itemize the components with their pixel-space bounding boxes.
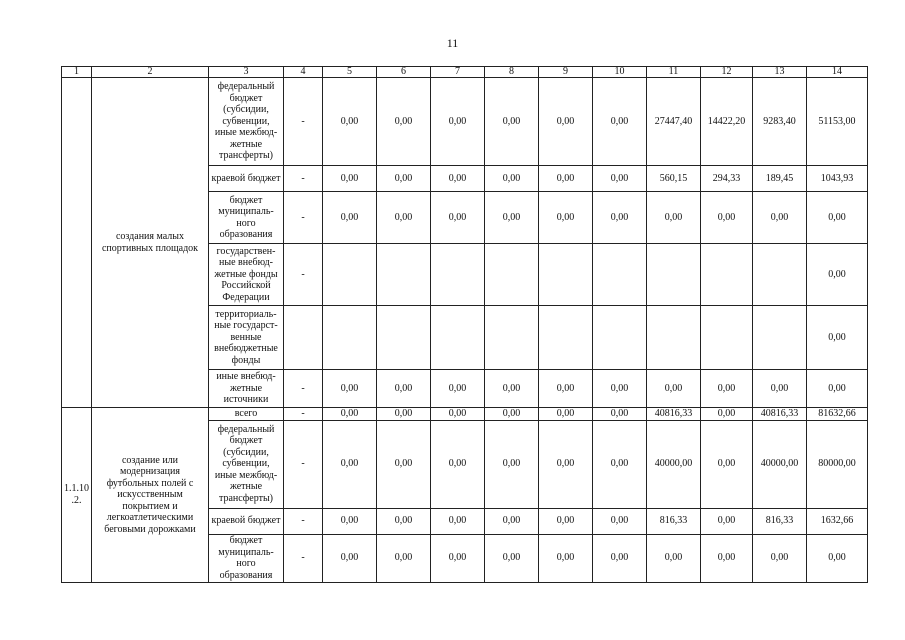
value-cell: 51153,00 [807, 78, 868, 166]
value-cell: 0,00 [323, 192, 377, 244]
value-cell: 0,00 [377, 78, 431, 166]
value-cell: 0,00 [701, 420, 753, 508]
value-cell [485, 306, 539, 370]
value-cell: 0,00 [701, 408, 753, 421]
value-cell: 0,00 [539, 534, 593, 582]
value-cell: 0,00 [539, 508, 593, 534]
dash-cell: - [284, 420, 323, 508]
value-cell: 0,00 [485, 508, 539, 534]
value-cell: 0,00 [485, 78, 539, 166]
funding-source: бюджет муниципаль- ного образования [209, 192, 284, 244]
value-cell: 0,00 [701, 192, 753, 244]
column-header: 14 [807, 67, 868, 78]
value-cell: 0,00 [323, 166, 377, 192]
value-cell: 0,00 [377, 370, 431, 408]
value-cell: 80000,00 [807, 420, 868, 508]
budget-table [61, 66, 868, 583]
value-cell: 0,00 [377, 166, 431, 192]
column-header: 3 [209, 67, 284, 78]
page-number: 11 [446, 36, 459, 50]
funding-source: всего [209, 408, 284, 421]
value-cell: 189,45 [753, 166, 807, 192]
value-cell [431, 306, 485, 370]
value-cell: 0,00 [701, 370, 753, 408]
value-cell: 40000,00 [753, 420, 807, 508]
value-cell: 0,00 [753, 370, 807, 408]
dash-cell: - [284, 370, 323, 408]
value-cell: 0,00 [539, 408, 593, 421]
value-cell [647, 244, 701, 306]
dash-cell: - [284, 244, 323, 306]
funding-source: территориаль- ные государст- венные внебюджетные фонды [209, 306, 284, 370]
value-cell: 14422,20 [701, 78, 753, 166]
item-number: 1.1.10 .2. [62, 408, 92, 583]
value-cell: 0,00 [539, 420, 593, 508]
value-cell: 0,00 [485, 166, 539, 192]
dash-cell: - [284, 166, 323, 192]
column-header: 10 [593, 67, 647, 78]
value-cell: 81632,66 [807, 408, 868, 421]
value-cell: 0,00 [593, 534, 647, 582]
value-cell: 0,00 [647, 192, 701, 244]
value-cell: 0,00 [807, 244, 868, 306]
dash-cell: - [284, 408, 323, 421]
value-cell: 0,00 [323, 370, 377, 408]
header-row [62, 67, 868, 78]
value-cell: 1632,66 [807, 508, 868, 534]
value-cell: 0,00 [539, 370, 593, 408]
value-cell: 0,00 [701, 508, 753, 534]
funding-source: федеральный бюджет (субсидии, субвенции, иные межбюд- жетные трансферты) [209, 420, 284, 508]
value-cell [377, 306, 431, 370]
value-cell: 40816,33 [753, 408, 807, 421]
value-cell: 0,00 [807, 370, 868, 408]
funding-source: федеральный бюджет (субсидии, субвенции, иные межбюд- жетные трансферты) [209, 78, 284, 166]
dash-cell: - [284, 192, 323, 244]
value-cell: 0,00 [593, 78, 647, 166]
value-cell: 0,00 [593, 420, 647, 508]
value-cell: 0,00 [431, 420, 485, 508]
value-cell [701, 244, 753, 306]
value-cell: 0,00 [485, 420, 539, 508]
funding-source: бюджет муниципаль- ного образования [209, 534, 284, 582]
dash-cell: - [284, 534, 323, 582]
value-cell: 294,33 [701, 166, 753, 192]
value-cell: 9283,40 [753, 78, 807, 166]
value-cell: 0,00 [593, 192, 647, 244]
value-cell [593, 306, 647, 370]
value-cell: 0,00 [431, 166, 485, 192]
table-row [62, 78, 868, 166]
item-name: создания малых спортивных площадок [92, 78, 209, 408]
value-cell: 0,00 [431, 78, 485, 166]
dash-cell: - [284, 78, 323, 166]
value-cell: 0,00 [485, 192, 539, 244]
value-cell: 0,00 [593, 166, 647, 192]
value-cell: 0,00 [431, 408, 485, 421]
value-cell [753, 244, 807, 306]
value-cell: 0,00 [539, 78, 593, 166]
column-header: 6 [377, 67, 431, 78]
value-cell: 0,00 [485, 408, 539, 421]
value-cell: 0,00 [539, 192, 593, 244]
value-cell: 0,00 [323, 508, 377, 534]
funding-source: государствен- ные внебюд- жетные фонды Российской Федерации [209, 244, 284, 306]
column-header: 5 [323, 67, 377, 78]
value-cell: 0,00 [593, 508, 647, 534]
value-cell: 0,00 [753, 534, 807, 582]
value-cell: 0,00 [807, 306, 868, 370]
item-number [62, 78, 92, 408]
value-cell [593, 244, 647, 306]
value-cell: 0,00 [539, 166, 593, 192]
value-cell: 0,00 [377, 534, 431, 582]
column-header: 1 [62, 67, 92, 78]
value-cell: 0,00 [431, 192, 485, 244]
table-row [62, 408, 868, 421]
value-cell: 0,00 [485, 534, 539, 582]
dash-cell: - [284, 508, 323, 534]
item-name: создание или модернизация футбольных полей с искусственным покрытием и легкоатлетическими беговыми дорожками [92, 408, 209, 583]
value-cell [377, 244, 431, 306]
value-cell: 0,00 [377, 192, 431, 244]
value-cell: 0,00 [753, 192, 807, 244]
value-cell: 816,33 [647, 508, 701, 534]
column-header: 12 [701, 67, 753, 78]
value-cell: 0,00 [323, 408, 377, 421]
value-cell: 560,15 [647, 166, 701, 192]
value-cell: 0,00 [377, 420, 431, 508]
column-header: 9 [539, 67, 593, 78]
value-cell [323, 244, 377, 306]
value-cell [753, 306, 807, 370]
value-cell: 816,33 [753, 508, 807, 534]
value-cell [539, 244, 593, 306]
value-cell: 0,00 [377, 508, 431, 534]
funding-source: краевой бюджет [209, 166, 284, 192]
value-cell: 0,00 [807, 192, 868, 244]
value-cell: 0,00 [647, 534, 701, 582]
value-cell: 1043,93 [807, 166, 868, 192]
value-cell: 0,00 [431, 534, 485, 582]
value-cell [701, 306, 753, 370]
value-cell: 0,00 [431, 508, 485, 534]
funding-source: краевой бюджет [209, 508, 284, 534]
value-cell: 0,00 [701, 534, 753, 582]
column-header: 11 [647, 67, 701, 78]
value-cell [539, 306, 593, 370]
value-cell: 0,00 [377, 408, 431, 421]
column-header: 2 [92, 67, 209, 78]
value-cell [485, 244, 539, 306]
funding-source: иные внебюд- жетные источники [209, 370, 284, 408]
value-cell: 27447,40 [647, 78, 701, 166]
value-cell: 0,00 [593, 408, 647, 421]
value-cell: 0,00 [807, 534, 868, 582]
value-cell [431, 244, 485, 306]
column-header: 8 [485, 67, 539, 78]
value-cell: 0,00 [431, 370, 485, 408]
dash-cell [284, 306, 323, 370]
column-header: 4 [284, 67, 323, 78]
value-cell: 40816,33 [647, 408, 701, 421]
column-header: 13 [753, 67, 807, 78]
value-cell: 0,00 [647, 370, 701, 408]
value-cell: 0,00 [485, 370, 539, 408]
value-cell: 0,00 [323, 78, 377, 166]
value-cell [323, 306, 377, 370]
value-cell: 0,00 [323, 534, 377, 582]
value-cell: 40000,00 [647, 420, 701, 508]
column-header: 7 [431, 67, 485, 78]
value-cell: 0,00 [323, 420, 377, 508]
value-cell: 0,00 [593, 370, 647, 408]
value-cell [647, 306, 701, 370]
